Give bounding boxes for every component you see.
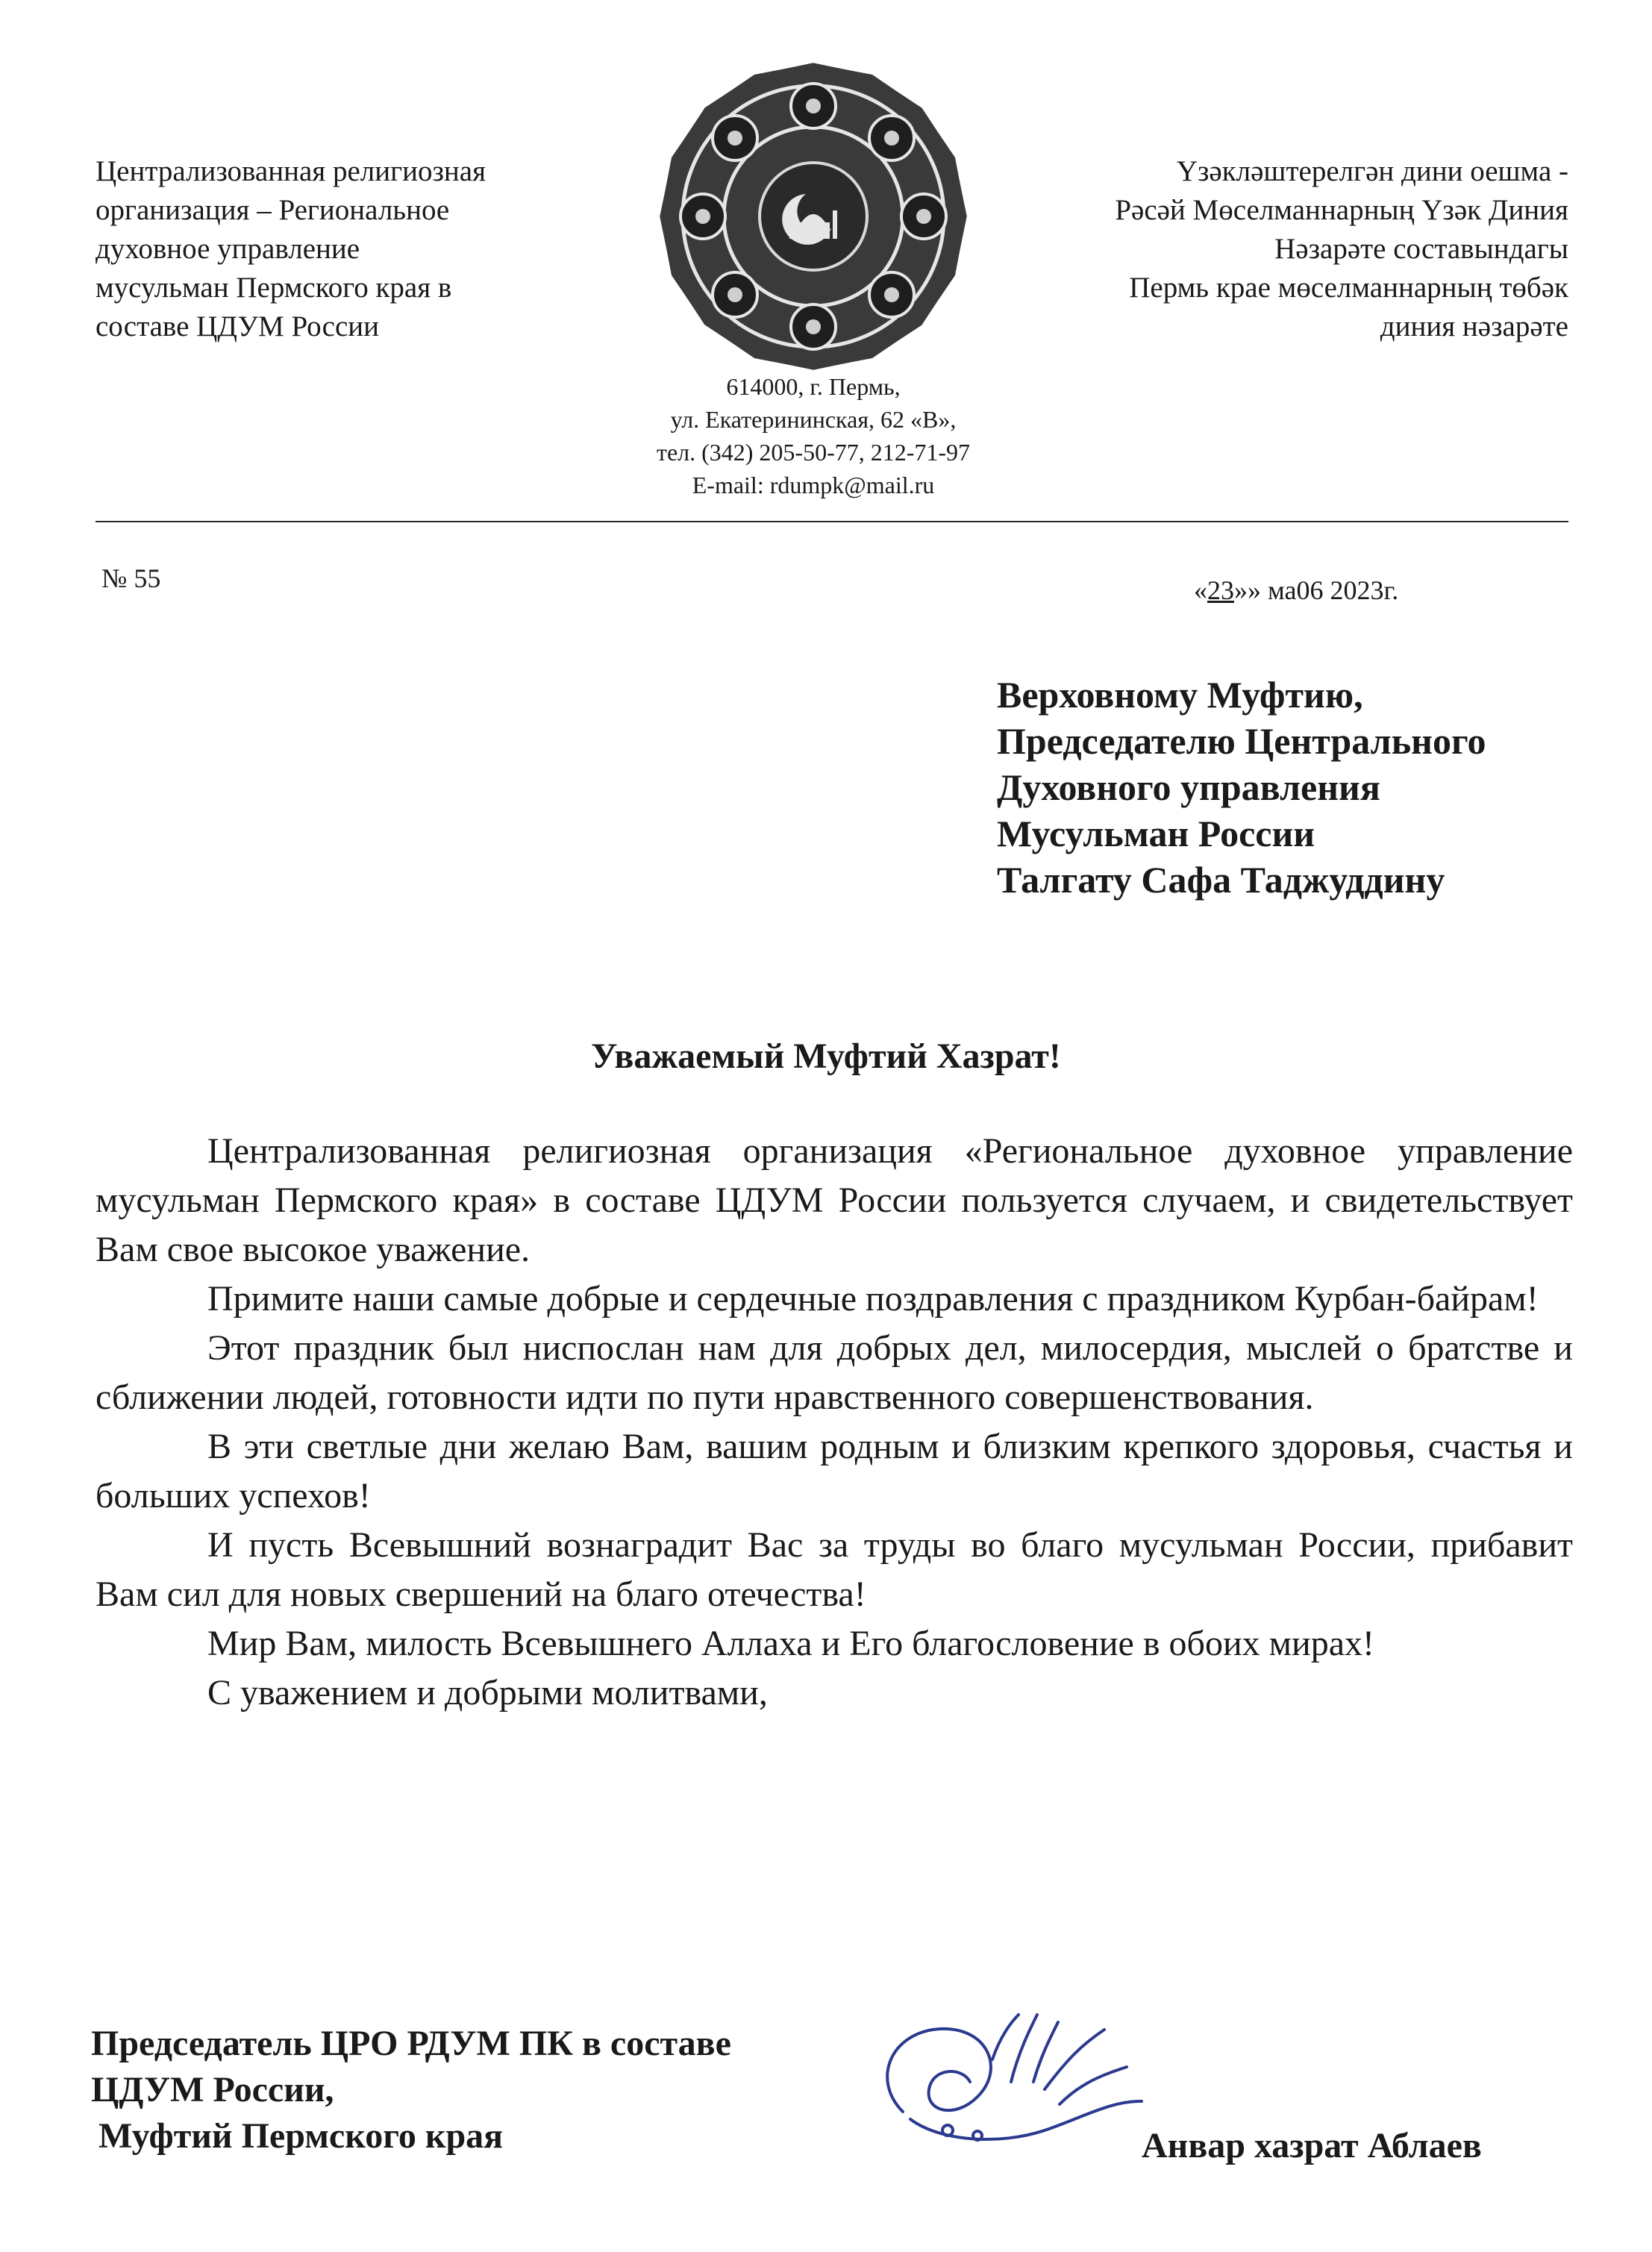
signer-name: Анвар хазрат Аблаев	[1142, 2126, 1482, 2165]
address-line: ул. Екатерининская, 62 «В»,	[670, 406, 957, 433]
signer-title-line: Председатель ЦРО РДУМ ПК в составе	[91, 2024, 731, 2063]
body-paragraph: В эти светлые дни желаю Вам, вашим родным и близким крепкого здоровья, счастья и больших успехов!	[96, 1427, 1573, 1516]
handwritten-signature-icon	[858, 1970, 1171, 2194]
recipient-line: Талгату Сафа Таджуддину	[997, 859, 1445, 901]
org-name-line: Үзәкләштерелгән дини оешма -	[1176, 155, 1568, 187]
recipient-line: Верховному Муфтию,	[997, 674, 1363, 716]
org-name-line: Пермь крае мөселманнарның төбәк	[1129, 272, 1568, 304]
org-address	[582, 370, 1045, 501]
address-line: тел. (342) 205-50-77, 212-71-97	[656, 439, 971, 466]
letter-body	[96, 1127, 1573, 1718]
recipient-line: Мусульман России	[997, 813, 1315, 854]
body-paragraph: Мир Вам, милость Всевышнего Аллаха и Его благословение в обоих мирах!	[207, 1624, 1374, 1663]
org-name-line: Централизованная религиозная	[96, 155, 486, 187]
recipient-line: Председателю Центрального	[997, 720, 1486, 762]
body-paragraph: И пусть Всевышний вознаградит Вас за труды во благо мусульман России, прибавит Вам сил для новых свершений на благо отечества!	[96, 1525, 1573, 1614]
signer-title-line: Муфтий Пермского края	[98, 2116, 504, 2156]
document-number: № 55	[101, 563, 161, 593]
org-name-line: Рәсәй Мөселманнарның Үзәк Диния	[1115, 194, 1568, 226]
date-open: «	[1194, 575, 1207, 605]
salutation: Уважаемый Муфтий Хазрат!	[591, 1036, 1061, 1076]
header-divider	[96, 521, 1568, 522]
org-name-russian	[96, 152, 603, 346]
recipient-block	[997, 672, 1639, 903]
org-name-line: духовное управление	[96, 233, 360, 265]
body-paragraph: Примите наши самые добрые и сердечные поздравления с праздником Курбан-байрам!	[207, 1279, 1539, 1319]
body-paragraph: Этот праздник был ниспослан нам для добрых дел, милосердия, мыслей о братстве и сближении людей, готовности идти по пути нравственного совершенствования.	[96, 1328, 1573, 1417]
address-line: 614000, г. Пермь,	[726, 373, 901, 400]
org-name-line: Нәзарәте составындагы	[1274, 233, 1568, 265]
org-name-line: организация – Региональное	[96, 194, 450, 226]
recipient-line: Духовного управления	[997, 766, 1380, 808]
date-day: 23	[1207, 575, 1234, 605]
org-name-line: составе ЦДУМ России	[96, 310, 380, 343]
date-rest: »» ма06 2023г.	[1234, 575, 1399, 605]
org-name-line: мусульман Пермского края в	[96, 272, 452, 304]
email-line: E-mail: rdumpk@mail.ru	[692, 472, 935, 498]
closing-line: С уважением и добрыми молитвами,	[207, 1673, 768, 1713]
signer-title	[91, 2021, 912, 2159]
document-date	[1194, 575, 1398, 606]
body-paragraph: Централизованная религиозная организация «Региональное духовное управление мусульман Пермского края» в составе ЦДУМ России пользуется случаем, и свидетельствует Вам свое высокое уважение.	[96, 1131, 1573, 1269]
octagonal-ornament-crescent-mosque-icon	[657, 60, 970, 373]
signer-title-line: ЦДУМ России,	[91, 2070, 334, 2109]
org-name-tatar	[1001, 152, 1568, 346]
org-name-line: диния нәзарәте	[1380, 310, 1568, 343]
